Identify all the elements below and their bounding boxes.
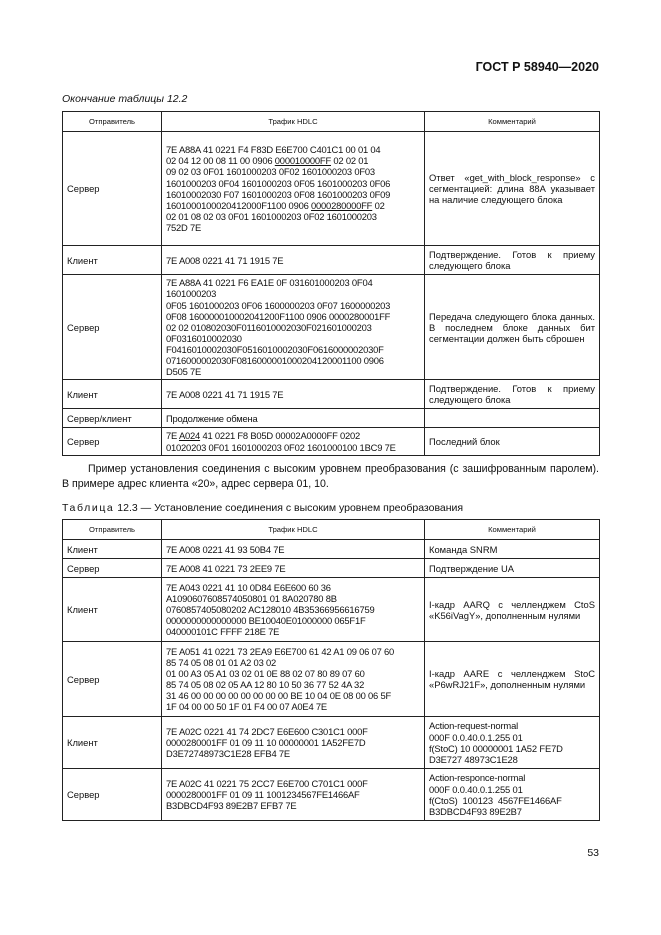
comment-cell: I-кадр AARQ с челленджем CtoS «K56iVagY», дополненным нулями [425, 578, 600, 642]
table-row [63, 409, 600, 428]
table-row [63, 559, 600, 578]
traffic-cell: 7E A02C 41 0221 75 2CC7 E6E700 C701C1 000F 0000280001FF 01 09 11 1001234567FE1466AF B3DBCD4F93 89E2B7 EFB7 7E [162, 769, 425, 821]
column-header-comment: Комментарий [425, 520, 600, 540]
table-row [63, 246, 600, 275]
comment-cell: Передача следующего блока данных. В последнем блоке данных бит сегментации должен быть сброшен [425, 275, 600, 380]
column-header-sender: Отправитель [63, 520, 162, 540]
table2-caption-prefix: Таблица [62, 502, 115, 514]
comment-cell: Подтверждение. Готов к приему следующего блока [425, 246, 600, 275]
comment-cell: I-кадр AARE с челленджем StoC «P6wRJ21F», дополненным нулями [425, 642, 600, 717]
traffic-cell: Продолжение обмена [162, 409, 425, 428]
table-row [63, 132, 600, 246]
table-row [63, 642, 600, 717]
traffic-cell: 7E A008 0221 41 71 1915 7E [162, 380, 425, 409]
sender-cell: Сервер [63, 132, 162, 246]
table-row [63, 578, 600, 642]
table1-caption: Окончание таблицы 12.2 [62, 93, 188, 105]
traffic-cell: 7E A008 41 0221 73 2EE9 7E [162, 559, 425, 578]
column-header-traffic: Трафик HDLC [162, 520, 425, 540]
traffic-underlined: 0000280000FF [311, 199, 373, 211]
traffic-text: 41 0221 F8 B05D 00002A0000FF 0202 01020203 0F01 1601000203 0F02 1601000100 1BC9 7E [166, 430, 396, 453]
sender-cell: Сервер [63, 275, 162, 380]
column-header-traffic: Трафик HDLC [162, 112, 425, 132]
traffic-cell: 7E A043 0221 41 10 0D84 E6E600 60 36 A1090607608574050801 01 8A020780 8B 0760857405080202 AC128010 4B35366956616759 0000000000000000 BE10040E01000000 065F1F 040000101C FFFF 218E 7E [162, 578, 425, 642]
body-paragraph: Пример установления соединения с высоким уровнем преобразования (с зашифрованным паролем). В примере адрес клиента «20», адрес сервера 01, 10. [62, 463, 599, 490]
sender-cell: Сервер/клиент [63, 409, 162, 428]
comment-cell: Команда SNRM [425, 540, 600, 559]
sender-cell: Клиент [63, 717, 162, 769]
comment-cell: Action-responce-normal 000F 0.0.40.0.1.255 01 f(CtoS) 100123 4567FE1466AF B3DBCD4F93 89E2B7 [425, 769, 600, 821]
table-header-row [63, 112, 600, 132]
comment-cell: Последний блок [425, 428, 600, 455]
traffic-text: 02 02 01 08 02 03 0F01 1601000203 0F02 1601000203 752D 7E [166, 199, 385, 233]
table-header-row [63, 520, 600, 540]
table-row [63, 275, 600, 380]
sender-cell: Сервер [63, 642, 162, 717]
standard-header: ГОСТ Р 58940—2020 [475, 60, 599, 74]
traffic-cell [162, 132, 425, 246]
comment-cell: Action-request-normal 000F 0.0.40.0.1.255 01 f(StoC) 10 00000001 1A52 FE7D D3E727 48973C1E28 [425, 717, 600, 769]
table2-caption [62, 502, 463, 514]
table-12-3 [62, 519, 600, 821]
table-row [63, 769, 600, 821]
traffic-underlined: A024 [178, 430, 201, 442]
sender-cell: Клиент [63, 540, 162, 559]
comment-cell: Ответ «get_with_block_response» с сегментацией: длина 88A указывает на наличие следующего блока [425, 132, 600, 246]
table-12-2-end [62, 111, 600, 456]
table-row [63, 717, 600, 769]
traffic-text: 02 02 01 09 02 03 0F01 1601000203 0F02 1601000203 0F03 1601000203 0F04 1601000203 0F05 1601000203 0F06 16010002030 F07 1601000203 0F08 1601000203 0F09 1601000100020412000F1100 0906 [166, 155, 391, 211]
sender-cell: Клиент [63, 246, 162, 275]
sender-cell: Сервер [63, 769, 162, 821]
traffic-cell: 7E A051 41 0221 73 2EA9 E6E700 61 42 A1 09 06 07 60 85 74 05 08 01 01 A2 03 02 01 00 A3 05 A1 03 02 01 0E 88 02 07 80 89 07 60 85 74 05 08 02 05 AA 12 80 10 50 36 77 52 4A 32 31 46 00 00 00 00 00 00 00 00 BE 10 04 0E 08 00 06 5F 1F 04 00 00 50 1F 01 F4 00 07 A0E4 7E [162, 642, 425, 717]
table2-caption-text: 12.3 — Установление соединения с высоким уровнем преобразования [114, 502, 464, 514]
comment-cell: Подтверждение. Готов к приему следующего блока [425, 380, 600, 409]
traffic-text: 7E A88A 41 0221 F4 F83D E6E700 C401C1 00 01 04 02 04 12 00 08 11 00 0906 [166, 144, 381, 167]
comment-cell: Подтверждение UA [425, 559, 600, 578]
comment-cell [425, 409, 600, 428]
page-number: 53 [587, 847, 599, 859]
sender-cell: Сервер [63, 428, 162, 455]
traffic-cell [162, 428, 425, 455]
traffic-cell: 7E A88A 41 0221 F6 EA1E 0F 031601000203 0F04 1601000203 0F05 1601000203 0F06 1600000203 0F07 1600000203 0F08 160000010002041200F1100 0906 0000280001FF 02 02 010802030F0116010002030F021601000203 0F0316010002030 F0416010002030F0516010002030F0616000002030F 0716000002030F0816000001000204120001100 0906 D505 7E [162, 275, 425, 380]
sender-cell: Клиент [63, 578, 162, 642]
traffic-cell: 7E A008 0221 41 93 50B4 7E [162, 540, 425, 559]
traffic-cell: 7E A008 0221 41 71 1915 7E [162, 246, 425, 275]
sender-cell: Сервер [63, 559, 162, 578]
traffic-cell: 7E A02C 0221 41 74 2DC7 E6E600 C301C1 000F 0000280001FF 01 09 11 10 00000001 1A52FE7D D3E72748973C1E28 EFB4 7E [162, 717, 425, 769]
table-row [63, 380, 600, 409]
table-row [63, 428, 600, 455]
sender-cell: Клиент [63, 380, 162, 409]
column-header-sender: Отправитель [63, 112, 162, 132]
traffic-underlined: 000010000FF [274, 155, 331, 167]
traffic-text: 7E [166, 430, 179, 442]
column-header-comment: Комментарий [425, 112, 600, 132]
table-row [63, 540, 600, 559]
